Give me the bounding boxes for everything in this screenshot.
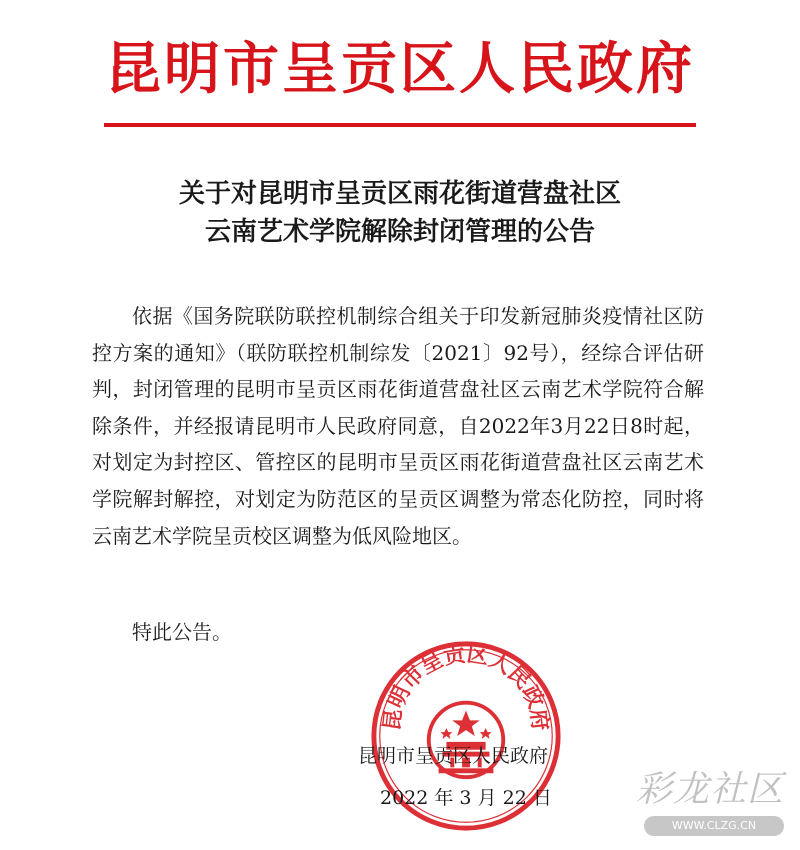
watermark-url: WWW.CLZG.CN (644, 816, 784, 836)
notice-closing: 特此公告。 (132, 620, 232, 644)
notice-title-line-1: 关于对昆明市呈贡区雨花街道营盘社区 (178, 179, 621, 209)
signature-organization: 昆明市呈贡区人民政府 (358, 745, 549, 767)
notice-title-line-2: 云南艺术学院解除封闭管理的公告 (204, 217, 595, 247)
notice-body: 依据《国务院联防联控机制综合组关于印发新冠肺炎疫情社区防控方案的通知》（联防联控机制综发〔2021〕92号），经综合评估研判，封闭管理的昆明市呈贡区雨花街道营盘社区云南艺术学院符合解除条件，并经报请昆明市人民政府同意，自2022年3月22日8时起，对划定为封控区、管控区的昆明市呈贡区雨花街道营盘社区云南艺术学院解封解控，对划定为防范区的呈贡区调整为常态化防控，同时将云南艺术学院呈贡校区调整为低风险地区。 (92, 304, 704, 548)
watermark-logo: 彩龙社区 (635, 769, 784, 810)
header-red-rule (104, 123, 696, 127)
issuing-organization-header: 昆明市呈贡区人民政府 (105, 36, 695, 102)
signature-date: 2022 年 3 月 22 日 (380, 787, 552, 809)
notice-title (80, 175, 720, 251)
seal-ring-text: 昆明市呈贡区人民政府 (379, 641, 553, 732)
